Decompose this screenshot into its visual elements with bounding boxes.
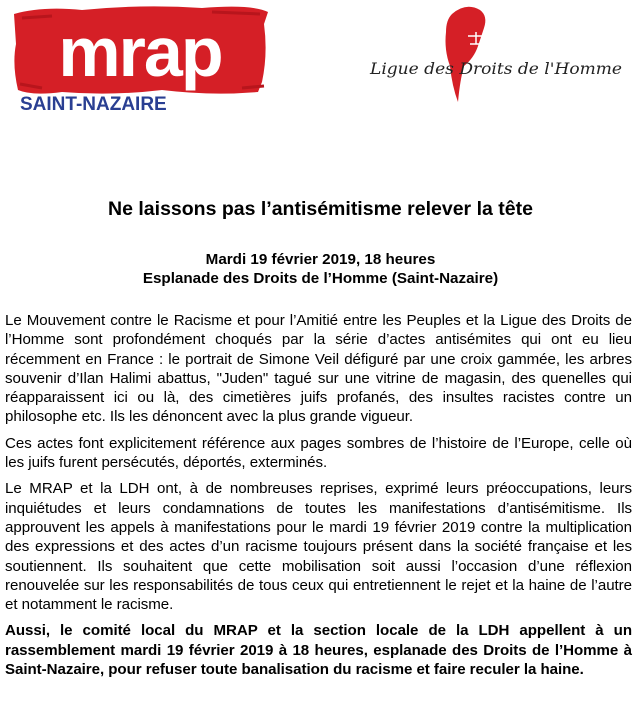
mrap-saint-nazaire-logo <box>12 4 270 114</box>
mrap-logo-wordmark: mrap <box>58 13 222 91</box>
paragraph-history: Ces actes font explicitement référence aux pages sombres de l’histoire de l’Europe, celle où les juifs furent persécutés, déportés, exterminés. <box>5 434 632 472</box>
paragraph-positions: Le MRAP et la LDH ont, à de nombreuses reprises, exprimé leurs préoccupations, leurs inquiétudes et leurs condamnations de toutes les manifestations d’antisémitisme. Ils approuvent les appels à manifestations pour le mardi 19 février 2019 contre la multiplication des expressions et des actes d’un racisme toujours présent dans la société française et les soutiennent. Ils souhaitent que cette mobilisation soit aussi l’occasion d’une réflexion renouvelée sur les responsabilités de tous ceux qui entretiennent le rejet et la haine de l’autre et notamment le racisme. <box>5 480 632 614</box>
ldh-logo-wordmark: Ligue des Droits de l'Homme <box>368 60 622 78</box>
ligue-des-droits-de-l-homme-logo <box>366 2 628 106</box>
page-title: Ne laissons pas l’antisémitisme relever la tête <box>108 198 533 220</box>
mrap-logo-city: SAINT-NAZAIRE <box>20 94 167 114</box>
event-date: Mardi 19 février 2019, 18 heures <box>205 251 436 268</box>
event-place: Esplanade des Droits de l’Homme (Saint-Nazaire) <box>142 270 499 287</box>
event-info <box>0 250 641 288</box>
paragraph-call-to-action: Aussi, le comité local du MRAP et la section locale de la LDH appellent à un rassemblement mardi 19 février 2019 à 18 heures, esplanade des Droits de l’Homme à Saint-Nazaire, pour refuser toute banalisation du racisme et faire reculer la haine. <box>5 622 632 679</box>
ldh-logo-red-bonnet <box>446 7 486 102</box>
body-text <box>5 311 632 686</box>
paragraph-intro: Le Mouvement contre le Racisme et pour l’Amitié entre les Peuples et la Ligue des Droits de l’Homme sont profondément choqués par la série d’actes antisémites qui ont eu lieu récemment en France : le portrait de Simone Veil défiguré par une croix gammée, les arbres souvenir d’Ilan Halimi abattus, "Juden" tagué sur une vitrine de magasin, des quenelles qui réapparaissent ici ou là, des cimetières juifs profanés, des insultes racistes contre un philosophe etc. Ils les dénoncent avec la plus grande vigueur. <box>5 312 632 426</box>
